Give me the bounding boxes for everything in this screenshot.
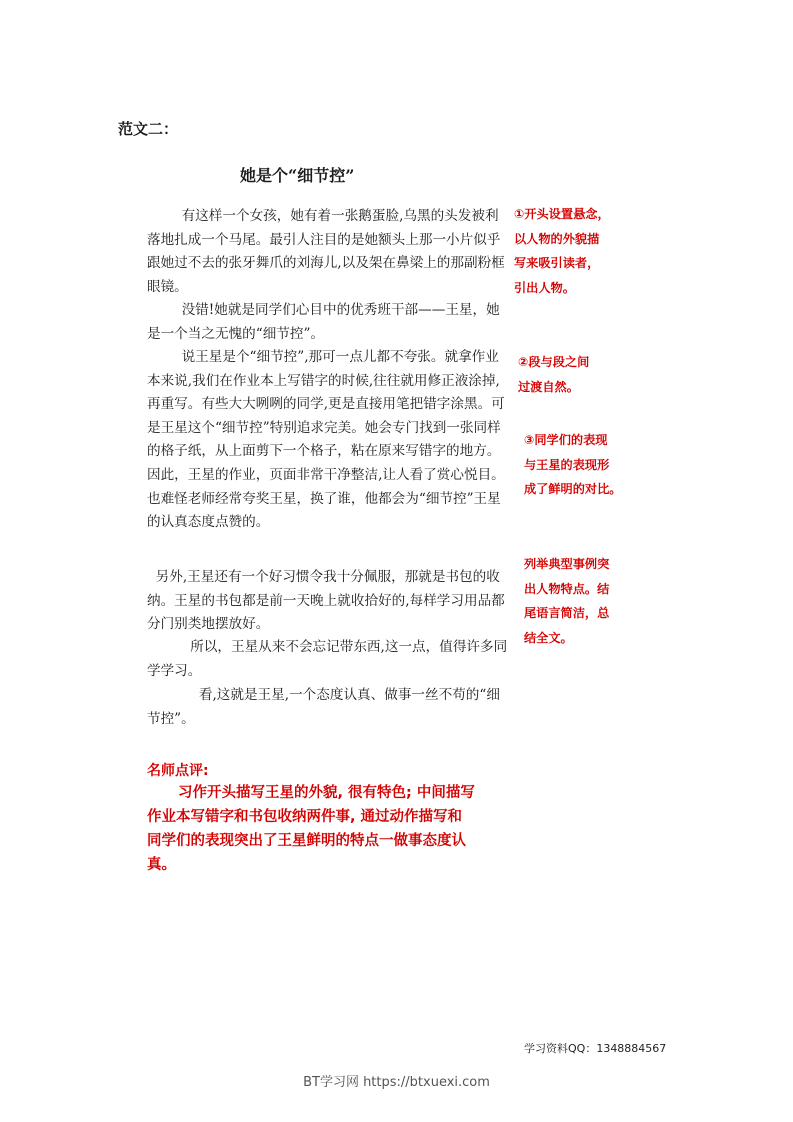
essay-paragraph: 说王星是个“细节控”,那可一点儿都不夸张。就拿作业本来说,我们在作业本上写错字的时候,往往就用修正液涂掉,再重写。有些大大咧咧的同学,更是直接用笔把错字涂黑。可是王星这个“细节控”特别追求完美。她会专门找到一张同样的格子纸，从上面剪下一个格子，粘在原来写错字的地方。因此，王星的作业，页面非常干净整洁,让人看了赏心悦目。也难怪老师经常夸奖王星，换了谁，他都会为“细节控”王星的认真态度点赞的。 (147, 349, 505, 531)
section-heading: 范文二： (118, 120, 179, 138)
essay-paragraph: 有这样一个女孩，她有着一张鹅蛋脸,乌黑的头发被利落地扎成一个马尾。最引人注目的是她额头上那一小片似乎跟她过不去的张牙舞爪的刘海儿,以及架在鼻梁上的那副粉框眼镜。 (147, 208, 505, 295)
essay-paragraph: 所以，王星从来不会忘记带东西,这一点，值得许多同学学习。 (147, 639, 508, 679)
essay-paragraph: 另外,王星还有一个好习惯令我十分佩服，那就是书包的收纳。王星的书包都是前一天晚上就收拾好的,每样学习用品都分门别类地摆放好。 (147, 569, 505, 633)
teacher-comment-line: 习作开头描写王星的外貌, 很有特色; 中间描写 (178, 785, 475, 801)
teacher-comment-line: 真。 (147, 857, 176, 873)
footer-site-link[interactable]: BT学习网 https://btxuexi.com (303, 1075, 490, 1090)
margin-annotation: 列举典型事例突 出人物特点。结 尾语言简洁，总 结全文。 (524, 557, 610, 645)
essay-title: 她是个“细节控” (240, 166, 355, 185)
margin-annotation: ①开头设置悬念， 以人物的外貌描 写来吸引读者， 引出人物。 (514, 207, 610, 295)
teacher-comment-label: 名师点评: (147, 763, 209, 779)
footer-contact: 学习资料QQ：1348884567 (524, 1042, 667, 1055)
teacher-comment-line: 作业本写错字和书包收纳两件事, 通过动作描写和 (147, 809, 463, 825)
essay-paragraph: 看,这就是王星,一个态度认真、做事一丝不苟的“细节控”。 (147, 687, 500, 727)
teacher-comment-line: 同学们的表现突出了王星鲜明的特点一做事态度认 (147, 833, 466, 849)
margin-annotation: ②段与段之间 过渡自然。 (518, 355, 590, 394)
margin-annotation: ③同学们的表现 与王星的表现形 成了鲜明的对比。 (524, 433, 622, 497)
essay-paragraph: 没错!她就是同学们心目中的优秀班干部——王星，她是一个当之无愧的“细节控”。 (147, 302, 500, 342)
